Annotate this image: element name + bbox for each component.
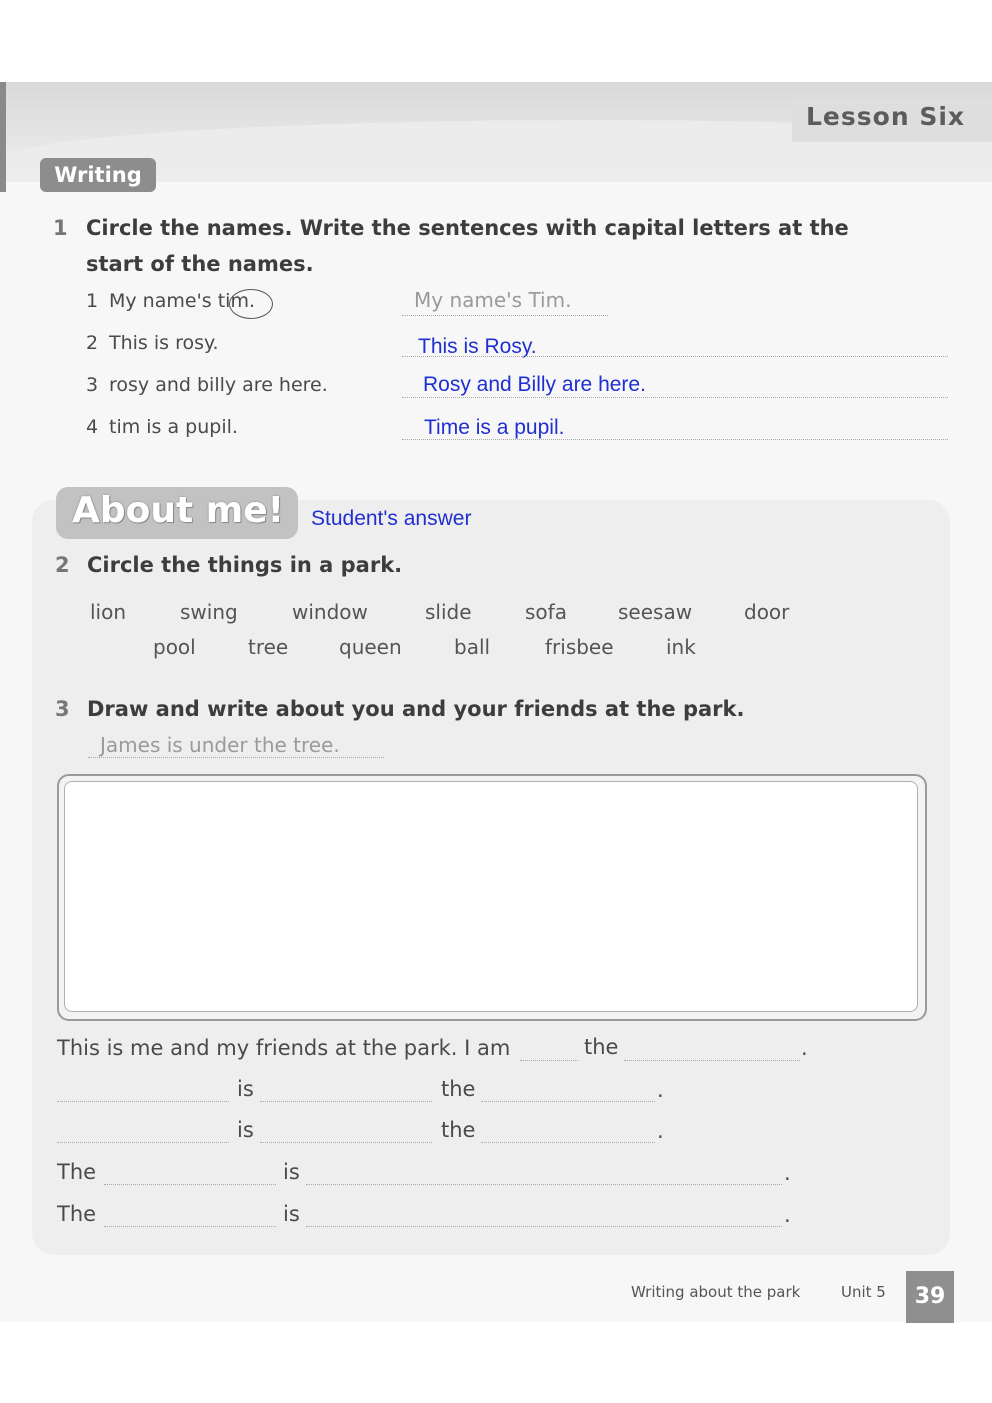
word-swing[interactable]: swing: [180, 600, 238, 624]
item-1-answer: My name's Tim.: [414, 288, 572, 312]
name-circle-mark: [229, 289, 273, 319]
blank-5b[interactable]: [306, 1226, 782, 1227]
blank-1a[interactable]: [520, 1060, 578, 1061]
word-pool[interactable]: pool: [153, 635, 196, 659]
word-ink[interactable]: ink: [666, 635, 696, 659]
blank-3c[interactable]: [481, 1142, 655, 1143]
word-door[interactable]: door: [744, 600, 790, 624]
item-3-answer[interactable]: Rosy and Billy are here.: [423, 373, 646, 396]
word-queen[interactable]: queen: [339, 635, 402, 659]
word-lion[interactable]: lion: [90, 600, 127, 624]
frame-sentence-2-the: the: [441, 1077, 476, 1101]
about-me-title: About me!: [72, 490, 285, 531]
page-number: 39: [906, 1271, 954, 1323]
blank-1b[interactable]: [624, 1060, 800, 1061]
frame-sentence-4-the: The: [57, 1160, 97, 1184]
frame-sentence-3-period: .: [657, 1119, 664, 1143]
word-slide[interactable]: slide: [425, 600, 472, 624]
exercise-2-number: 2: [55, 553, 70, 577]
item-3-text: rosy and billy are here.: [109, 374, 328, 396]
frame-sentence-3-the: the: [441, 1118, 476, 1142]
exercise-1-instruction-line2: start of the names.: [86, 252, 314, 276]
frame-sentence-5-the: The: [57, 1202, 97, 1226]
example-line: [88, 757, 384, 758]
item-2-number: 2: [86, 332, 99, 354]
blank-3a[interactable]: [57, 1142, 229, 1143]
drawing-area[interactable]: [64, 781, 918, 1012]
item-2-answer[interactable]: This is Rosy.: [418, 335, 537, 358]
frame-sentence-1-start: This is me and my friends at the park. I am: [57, 1036, 511, 1060]
frame-sentence-5-is: is: [283, 1202, 300, 1226]
exercise-3-instruction: Draw and write about you and your friends at the park.: [87, 697, 745, 721]
footer-topic: Writing about the park: [631, 1283, 801, 1301]
answer-line-2: [402, 356, 948, 357]
blank-2b[interactable]: [260, 1101, 432, 1102]
blank-2c[interactable]: [481, 1101, 655, 1102]
frame-sentence-3-is: is: [237, 1118, 254, 1142]
answer-line-1: [402, 315, 608, 316]
exercise-2-instruction: Circle the things in a park.: [87, 553, 403, 577]
frame-sentence-4-period: .: [784, 1161, 791, 1185]
frame-sentence-2-is: is: [237, 1077, 254, 1101]
blank-5a[interactable]: [104, 1226, 276, 1227]
exercise-1-instruction-line1: Circle the names. Write the sentences with capital letters at the: [86, 216, 849, 240]
answer-line-3: [402, 397, 948, 398]
page-edge: [0, 82, 6, 192]
answer-line-4: [402, 439, 948, 440]
writing-badge: Writing: [40, 158, 156, 192]
frame-sentence-2-period: .: [657, 1078, 664, 1102]
item-4-number: 4: [86, 416, 99, 438]
blank-2a[interactable]: [57, 1101, 229, 1102]
item-1-number: 1: [86, 290, 99, 312]
blank-3b[interactable]: [260, 1142, 432, 1143]
word-ball[interactable]: ball: [454, 635, 491, 659]
exercise-3-example: James is under the tree.: [100, 733, 340, 757]
item-4-text: tim is a pupil.: [109, 416, 238, 438]
word-tree[interactable]: tree: [248, 635, 289, 659]
word-seesaw[interactable]: seesaw: [618, 600, 693, 624]
frame-sentence-1-the: the: [584, 1035, 619, 1059]
frame-sentence-4-is: is: [283, 1160, 300, 1184]
item-1-text: My name's tim.: [109, 290, 255, 312]
frame-sentence-1-period: .: [801, 1036, 808, 1060]
word-sofa[interactable]: sofa: [525, 600, 567, 624]
exercise-1-number: 1: [53, 216, 68, 240]
word-frisbee[interactable]: frisbee: [545, 635, 614, 659]
blank-4b[interactable]: [306, 1184, 782, 1185]
frame-sentence-5-period: .: [784, 1203, 791, 1227]
item-2-text: This is rosy.: [109, 332, 219, 354]
lesson-title: Lesson Six: [806, 102, 966, 131]
exercise-3-number: 3: [55, 697, 70, 721]
item-3-number: 3: [86, 374, 99, 396]
students-answer-note: Student's answer: [311, 507, 472, 530]
word-window[interactable]: window: [292, 600, 368, 624]
blank-4a[interactable]: [104, 1184, 276, 1185]
item-4-answer[interactable]: Time is a pupil.: [424, 416, 565, 439]
footer-unit: Unit 5: [841, 1283, 886, 1301]
